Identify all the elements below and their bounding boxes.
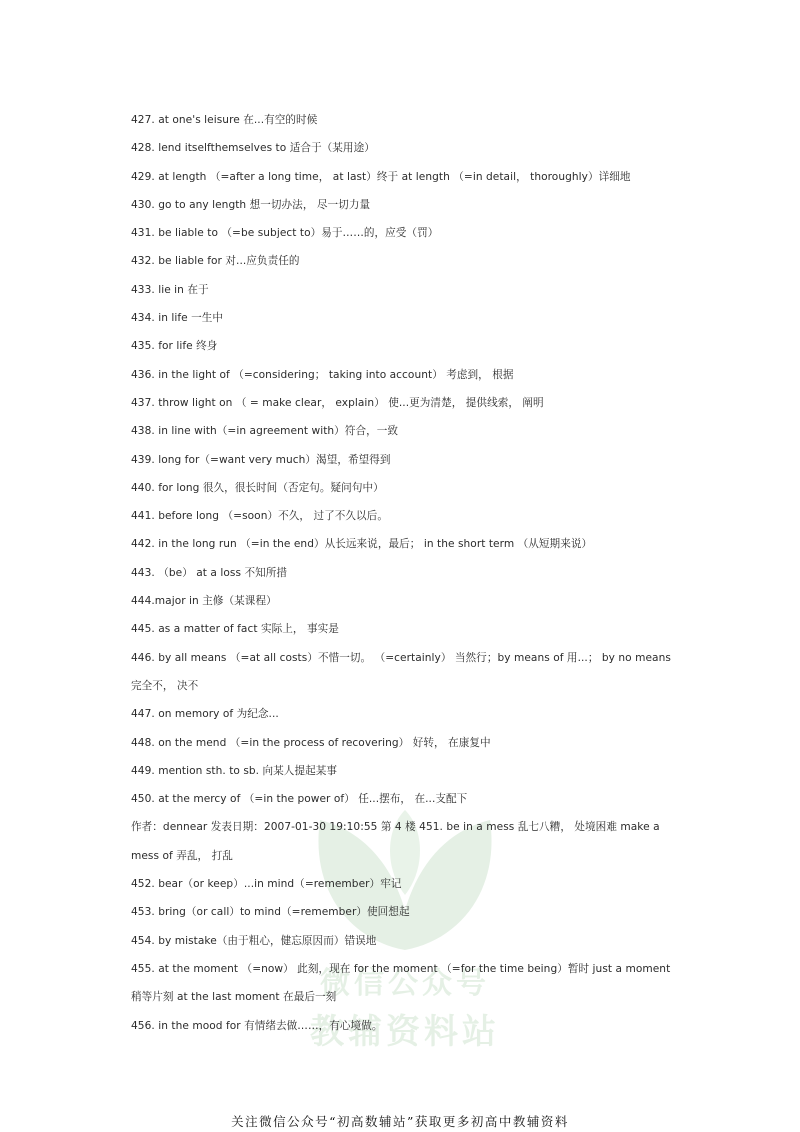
list-item: 440. for long 很久，很长时间（否定句。疑问句中） bbox=[131, 481, 384, 494]
list-item: 450. at the mercy of （=in the power of） 任...摆布， 在...支配下 bbox=[131, 793, 468, 806]
list-item: 439. long for（=want very much）渴望，希望得到 bbox=[131, 453, 391, 466]
list-item: 447. on memory of 为纪念... bbox=[131, 708, 279, 721]
watermark-line-1: 微信公众号 bbox=[320, 966, 490, 1001]
list-item: 434. in life 一生中 bbox=[131, 312, 224, 325]
list-item: 442. in the long run （=in the end）从长远来说，最后； in the short term （从短期来说） bbox=[131, 538, 593, 551]
list-item: 430. go to any length 想一切办法， 尽一切力量 bbox=[131, 198, 371, 211]
list-item: 438. in line with（=in agreement with）符合，一致 bbox=[131, 425, 399, 438]
list-item: 448. on the mend （=in the process of recovering） 好转， 在康复中 bbox=[131, 736, 491, 749]
list-item: 445. as a matter of fact 实际上， 事实是 bbox=[131, 623, 339, 636]
list-item: 456. in the mood for 有情绪去做……，有心境做。 bbox=[131, 1019, 383, 1032]
list-item: 作者：dennear 发表日期：2007-01-30 19:10:55 第 4 楼 451. be in a mess 乱七八糟， 处境困难 make a mess of 弄乱， 打乱 bbox=[131, 821, 660, 862]
list-item: 446. by all means （=at all costs）不惜一切。 （=certainly） 当然行；by means of 用...； by no means 完全不， 决不 bbox=[131, 651, 671, 692]
list-item: 444.major in 主修（某课程） bbox=[131, 595, 277, 608]
list-item: 431. be liable to （=be subject to）易于……的，应受（罚） bbox=[131, 227, 439, 240]
list-item: 443. （be） at a loss 不知所措 bbox=[131, 566, 288, 579]
list-item: 435. for life 终身 bbox=[131, 340, 218, 353]
list-item: 437. throw light on （ = make clear， explain） 使...更为清楚， 提供线索， 阐明 bbox=[131, 396, 544, 409]
vocabulary-list bbox=[131, 106, 671, 1040]
list-item: 453. bring（or call）to mind（=remember）使回想起 bbox=[131, 906, 410, 919]
list-item: 436. in the light of （=considering； taking into account） 考虑到， 根据 bbox=[131, 368, 514, 381]
list-item: 427. at one's leisure 在...有空的时候 bbox=[131, 114, 318, 126]
page-footer: 关注微信公众号“初高数辅站”获取更多初高中教辅资料 bbox=[231, 1114, 569, 1129]
list-item: 441. before long （=soon）不久， 过了不久以后。 bbox=[131, 510, 388, 523]
list-item: 428. lend itselfthemselves to 适合于（某用途） bbox=[131, 142, 375, 155]
list-item: 433. lie in 在于 bbox=[131, 283, 209, 296]
list-item: 429. at length （=after a long time， at last）终于 at length （=in detail， thoroughly）详细地 bbox=[131, 170, 631, 183]
list-item: 454. by mistake（由于粗心，健忘原因而）错误地 bbox=[131, 934, 377, 947]
list-item: 432. be liable for 对...应负责任的 bbox=[131, 255, 300, 268]
list-item: 455. at the moment （=now） 此刻，现在 for the moment （=for the time being）暂时 just a moment 稍等片刻 at the last moment 在最后一刻 bbox=[131, 962, 671, 1004]
list-item: 452. bear（or keep）...in mind（=remember）牢记 bbox=[131, 878, 402, 891]
watermark-line-2: 教辅资料站 bbox=[310, 1012, 500, 1052]
list-item: 449. mention sth. to sb. 向某人提起某事 bbox=[131, 764, 338, 777]
